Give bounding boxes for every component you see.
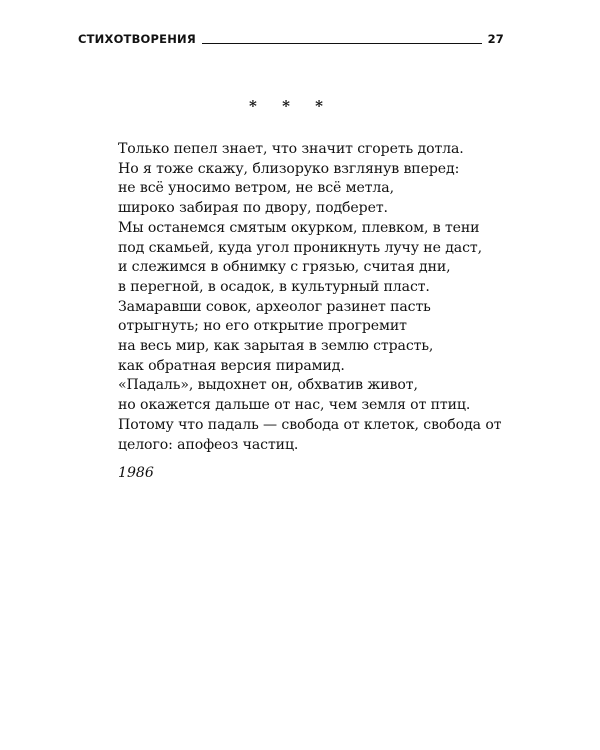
poem-year: 1986 xyxy=(118,465,154,481)
page-number: 27 xyxy=(487,32,504,46)
poem-line: но окажется дальше от нас, чем земля от птиц. xyxy=(118,397,471,414)
poem-line: под скамьей, куда угол проникнуть лучу не даст, xyxy=(118,239,482,256)
poem-line: широко забирая по двору, подберет. xyxy=(118,200,388,217)
poem-line: Потому что падаль — свобода от клеток, свобода от xyxy=(118,416,502,433)
section-title: СТИХОТВОРЕНИЯ xyxy=(78,32,196,46)
poem-body xyxy=(118,140,508,455)
poem-line: Только пепел знает, что значит сгореть дотла. xyxy=(118,141,464,157)
poem-line: Замаравши совок, археолог разинет пасть xyxy=(118,298,431,315)
poem-line: в перегной, в осадок, в культурный пласт. xyxy=(118,278,430,295)
poem-line: Но я тоже скажу, близоруко взглянув вперед: xyxy=(118,160,460,177)
poem-line: Мы останемся смятым окурком, плевком, в тени xyxy=(118,219,480,236)
running-header xyxy=(78,26,504,46)
poem-line: как обратная версия пирамид. xyxy=(118,357,345,374)
poem-line: отрыгнуть; но его открытие прогремит xyxy=(118,318,407,335)
poem-line: и слежимся в обнимку с грязью, считая дни, xyxy=(118,259,451,276)
poem-line: на весь мир, как зарытая в землю страсть, xyxy=(118,338,434,355)
poem-line: «Падаль», выдохнет он, обхватив живот, xyxy=(118,377,418,394)
poem-line: целого: апофеоз частиц. xyxy=(118,436,299,453)
poem-line: не всё уносимо ветром, не всё метла, xyxy=(118,180,394,197)
header-rule xyxy=(202,43,482,44)
section-separator: * * * xyxy=(249,97,333,115)
